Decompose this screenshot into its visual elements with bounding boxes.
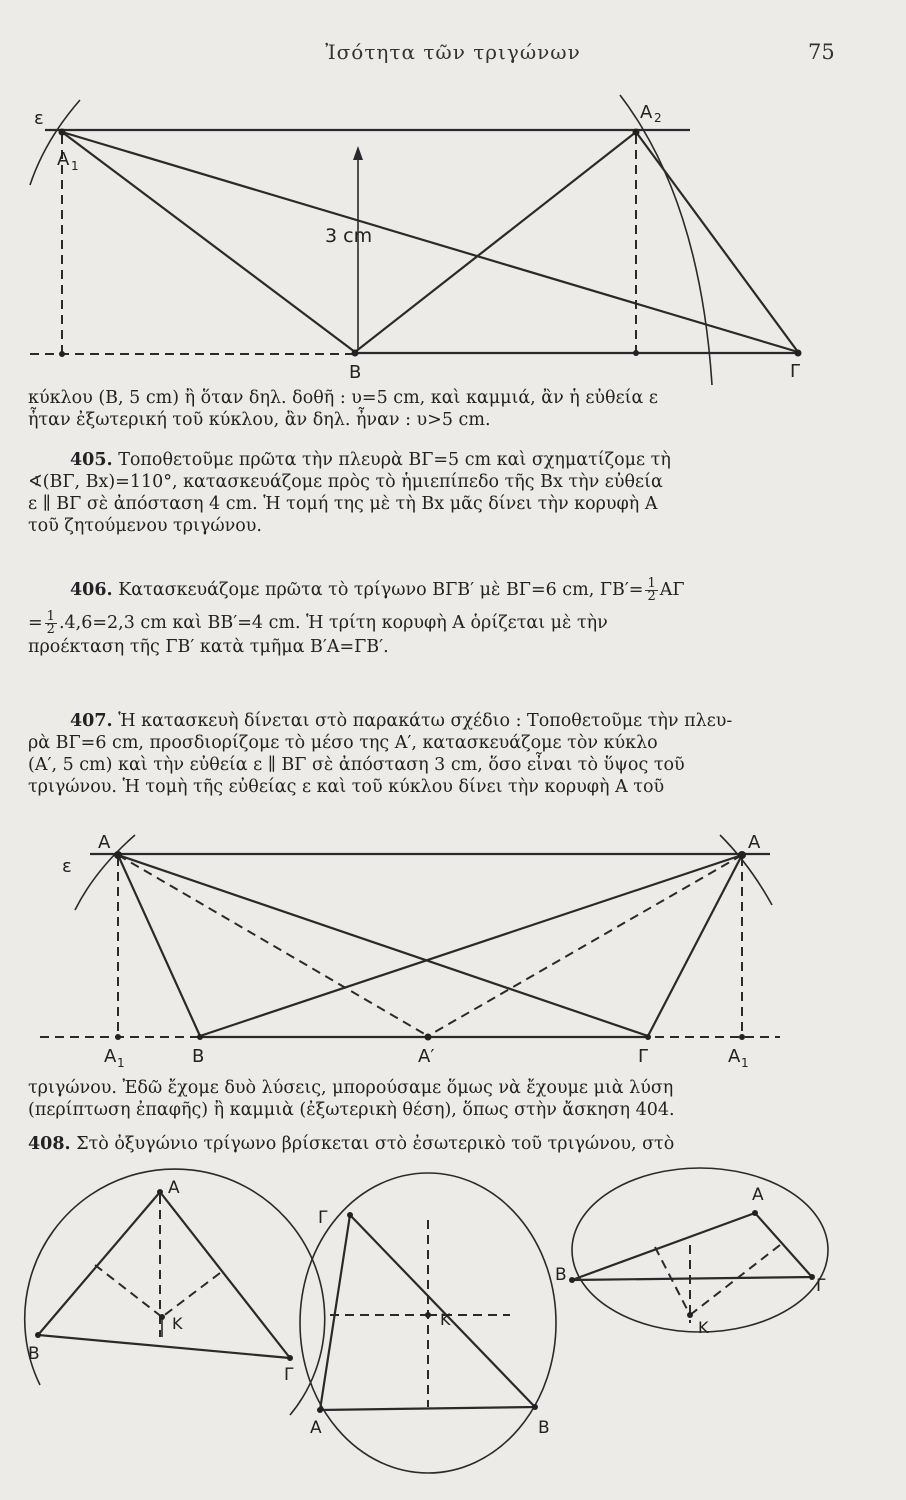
label-A: A bbox=[752, 1185, 764, 1205]
arc-right bbox=[620, 95, 712, 385]
point-G bbox=[645, 1034, 651, 1040]
label-epsilon: ε bbox=[62, 856, 72, 877]
text-line: τριγώνου. Ἡ τομὴ τῆς εὐθείας ε καὶ τοῦ κύκλου δίνει τὴν κορυφὴ Α τοῦ bbox=[28, 777, 665, 797]
text-line: 408. Στὸ ὀξυγώνιο τρίγωνο βρίσκεται στὸ ἐσωτερικὸ τοῦ τριγώνου, στὸ bbox=[28, 1134, 675, 1154]
page-number: 75 bbox=[808, 40, 835, 64]
label-B: B bbox=[28, 1344, 40, 1364]
label-A-right: A bbox=[748, 832, 761, 853]
label-A1-left: A bbox=[104, 1046, 117, 1067]
label-A1-left-sub: 1 bbox=[117, 1056, 125, 1070]
label-G: Γ bbox=[284, 1365, 294, 1385]
segment-AR-B bbox=[200, 855, 742, 1036]
circumcircle-right-middle bbox=[300, 1173, 556, 1473]
arc-right bbox=[720, 835, 772, 905]
point-A2 bbox=[633, 129, 640, 136]
text-line: κύκλου (Β, 5 cm) ἢ ὅταν δηλ. δοθῆ : υ=5 cm, καὶ καμμιά, ἂν ἡ εὐθεία ε bbox=[28, 388, 658, 408]
label-B: B bbox=[349, 362, 362, 383]
label-K: K bbox=[440, 1310, 451, 1329]
foot-left bbox=[59, 351, 65, 357]
text-line: ρὰ ΒΓ=6 cm, προσδιορίζομε τὸ μέσο της Α′, κατασκευάζομε τὸν κύκλο bbox=[28, 733, 658, 753]
label-A: A bbox=[168, 1178, 180, 1198]
exercise-407 bbox=[28, 710, 878, 798]
label-B: B bbox=[538, 1418, 550, 1438]
point-B bbox=[352, 350, 359, 357]
text-line: τριγώνου. Ἐδῶ ἔχομε δυὸ λύσεις, μπορούσαμε ὅμως νὰ ἔχουμε μιὰ λύση bbox=[28, 1078, 674, 1098]
label-height: 3 cm bbox=[325, 225, 373, 247]
point-A1-right bbox=[739, 1034, 745, 1040]
fraction: $\frac{1}{2}$ bbox=[647, 576, 656, 604]
foot-right bbox=[633, 350, 639, 356]
label-A-left: A bbox=[98, 832, 111, 853]
circumcircle-obtuse-right bbox=[555, 1168, 828, 1337]
point-A1 bbox=[59, 129, 66, 136]
text-line: προέκταση τῆς ΓΒ′ κατὰ τμῆμα Β′Α=ΓΒ′. bbox=[28, 637, 389, 657]
figure-triangle-construction-1 bbox=[0, 0, 906, 390]
point-A-left bbox=[114, 851, 122, 859]
label-A1: A bbox=[57, 149, 70, 170]
label-B: B bbox=[555, 1265, 567, 1285]
exercise-408 bbox=[28, 1133, 878, 1155]
segment-A1-B bbox=[62, 132, 355, 352]
fraction: $\frac{1}{2}$ bbox=[46, 609, 55, 637]
label-A1-right-sub: 1 bbox=[741, 1056, 749, 1070]
segment-A2-G bbox=[636, 132, 798, 352]
label-K: K bbox=[172, 1314, 183, 1333]
text-line: τοῦ ζητούμενου τριγώνου. bbox=[28, 516, 262, 536]
text-line: ε ∥ ΒΓ σὲ ἀπόσταση 4 cm. Ἡ τομή της μὲ τὴ Βx μᾶς δίνει τὴν κορυφὴ Α bbox=[28, 494, 658, 514]
label-A2-sub: 2 bbox=[654, 111, 662, 125]
text-line: 406. Κατασκευάζομε πρῶτα τὸ τρίγωνο ΒΓΒ′ μὲ ΒΓ=6 cm, ΓΒ′= $\frac{1}{2}$ ΑΓ bbox=[70, 576, 685, 604]
point-A-prime bbox=[425, 1034, 432, 1041]
label-A2: A bbox=[640, 102, 653, 123]
label-G: Γ bbox=[318, 1208, 328, 1228]
segment-A1-G bbox=[62, 132, 798, 352]
label-G: Γ bbox=[816, 1276, 826, 1296]
segment-A2-B bbox=[355, 132, 636, 352]
label-B: B bbox=[192, 1046, 205, 1067]
exercise-number: 405. bbox=[70, 450, 113, 470]
text-continuation-407 bbox=[28, 1077, 878, 1121]
text-line: 405. Τοποθετοῦμε πρῶτα τὴν πλευρὰ ΒΓ=5 cm καὶ σχηματίζομε τὴ bbox=[70, 450, 671, 470]
label-A-prime: A′ bbox=[418, 1046, 435, 1067]
figure-triangle-construction-407 bbox=[0, 830, 906, 1080]
figure-circumcircles bbox=[0, 1175, 906, 1475]
text-line: ∢(ΒΓ, Βx)=110°, κατασκευάζομε πρὸς τὸ ἡμιεπίπεδο τῆς Βx τὴν εὐθεία bbox=[28, 472, 663, 492]
exercise-406 bbox=[28, 578, 878, 658]
text-line: = $\frac{1}{2}$ .4,6=2,3 cm καὶ ΒΒ′=4 cm. Ἡ τρίτη κορυφὴ Α ὁρίζεται μὲ τὴν bbox=[28, 609, 608, 637]
segment-AL-B bbox=[118, 855, 200, 1036]
point-B bbox=[197, 1034, 203, 1040]
text-line: (Α′, 5 cm) καὶ τὴν εὐθεία ε ∥ ΒΓ σὲ ἀπόσταση 3 cm, ὅσο εἶναι τὸ ὕψος τοῦ bbox=[28, 755, 685, 775]
label-G: Γ bbox=[790, 361, 801, 382]
label-epsilon: ε bbox=[34, 108, 44, 129]
exercise-405 bbox=[28, 449, 878, 537]
exercise-number: 407. bbox=[70, 711, 113, 731]
arrowhead-top bbox=[353, 146, 363, 160]
label-G: Γ bbox=[638, 1046, 649, 1067]
label-A1-right: A bbox=[728, 1046, 741, 1067]
text-line: (περίπτωση ἐπαφῆς) ἢ καμμιὰ (ἐξωτερικὴ θέση), ὅπως στὴν ἄσκηση 404. bbox=[28, 1100, 675, 1120]
point-A1-left bbox=[115, 1034, 121, 1040]
label-A1-sub: 1 bbox=[71, 159, 79, 173]
exercise-number: 408. bbox=[28, 1134, 71, 1154]
text-line: 407. Ἡ κατασκευὴ δίνεται στὸ παρακάτω σχέδιο : Τοποθετοῦμε τὴν πλευ- bbox=[70, 711, 733, 731]
label-K: K bbox=[698, 1318, 709, 1337]
running-header: Ἰσότητα τῶν τριγώνων bbox=[325, 40, 581, 64]
label-A: A bbox=[310, 1418, 322, 1438]
circumcircle-acute-left bbox=[25, 1169, 325, 1415]
exercise-number: 406. bbox=[70, 580, 113, 600]
text-line: ἦταν ἐξωτερική τοῦ κύκλου, ἂν δηλ. ἦναν : υ>5 cm. bbox=[28, 410, 491, 430]
point-G bbox=[795, 350, 802, 357]
text-continuation-404 bbox=[28, 387, 878, 431]
point-A-right bbox=[738, 851, 746, 859]
